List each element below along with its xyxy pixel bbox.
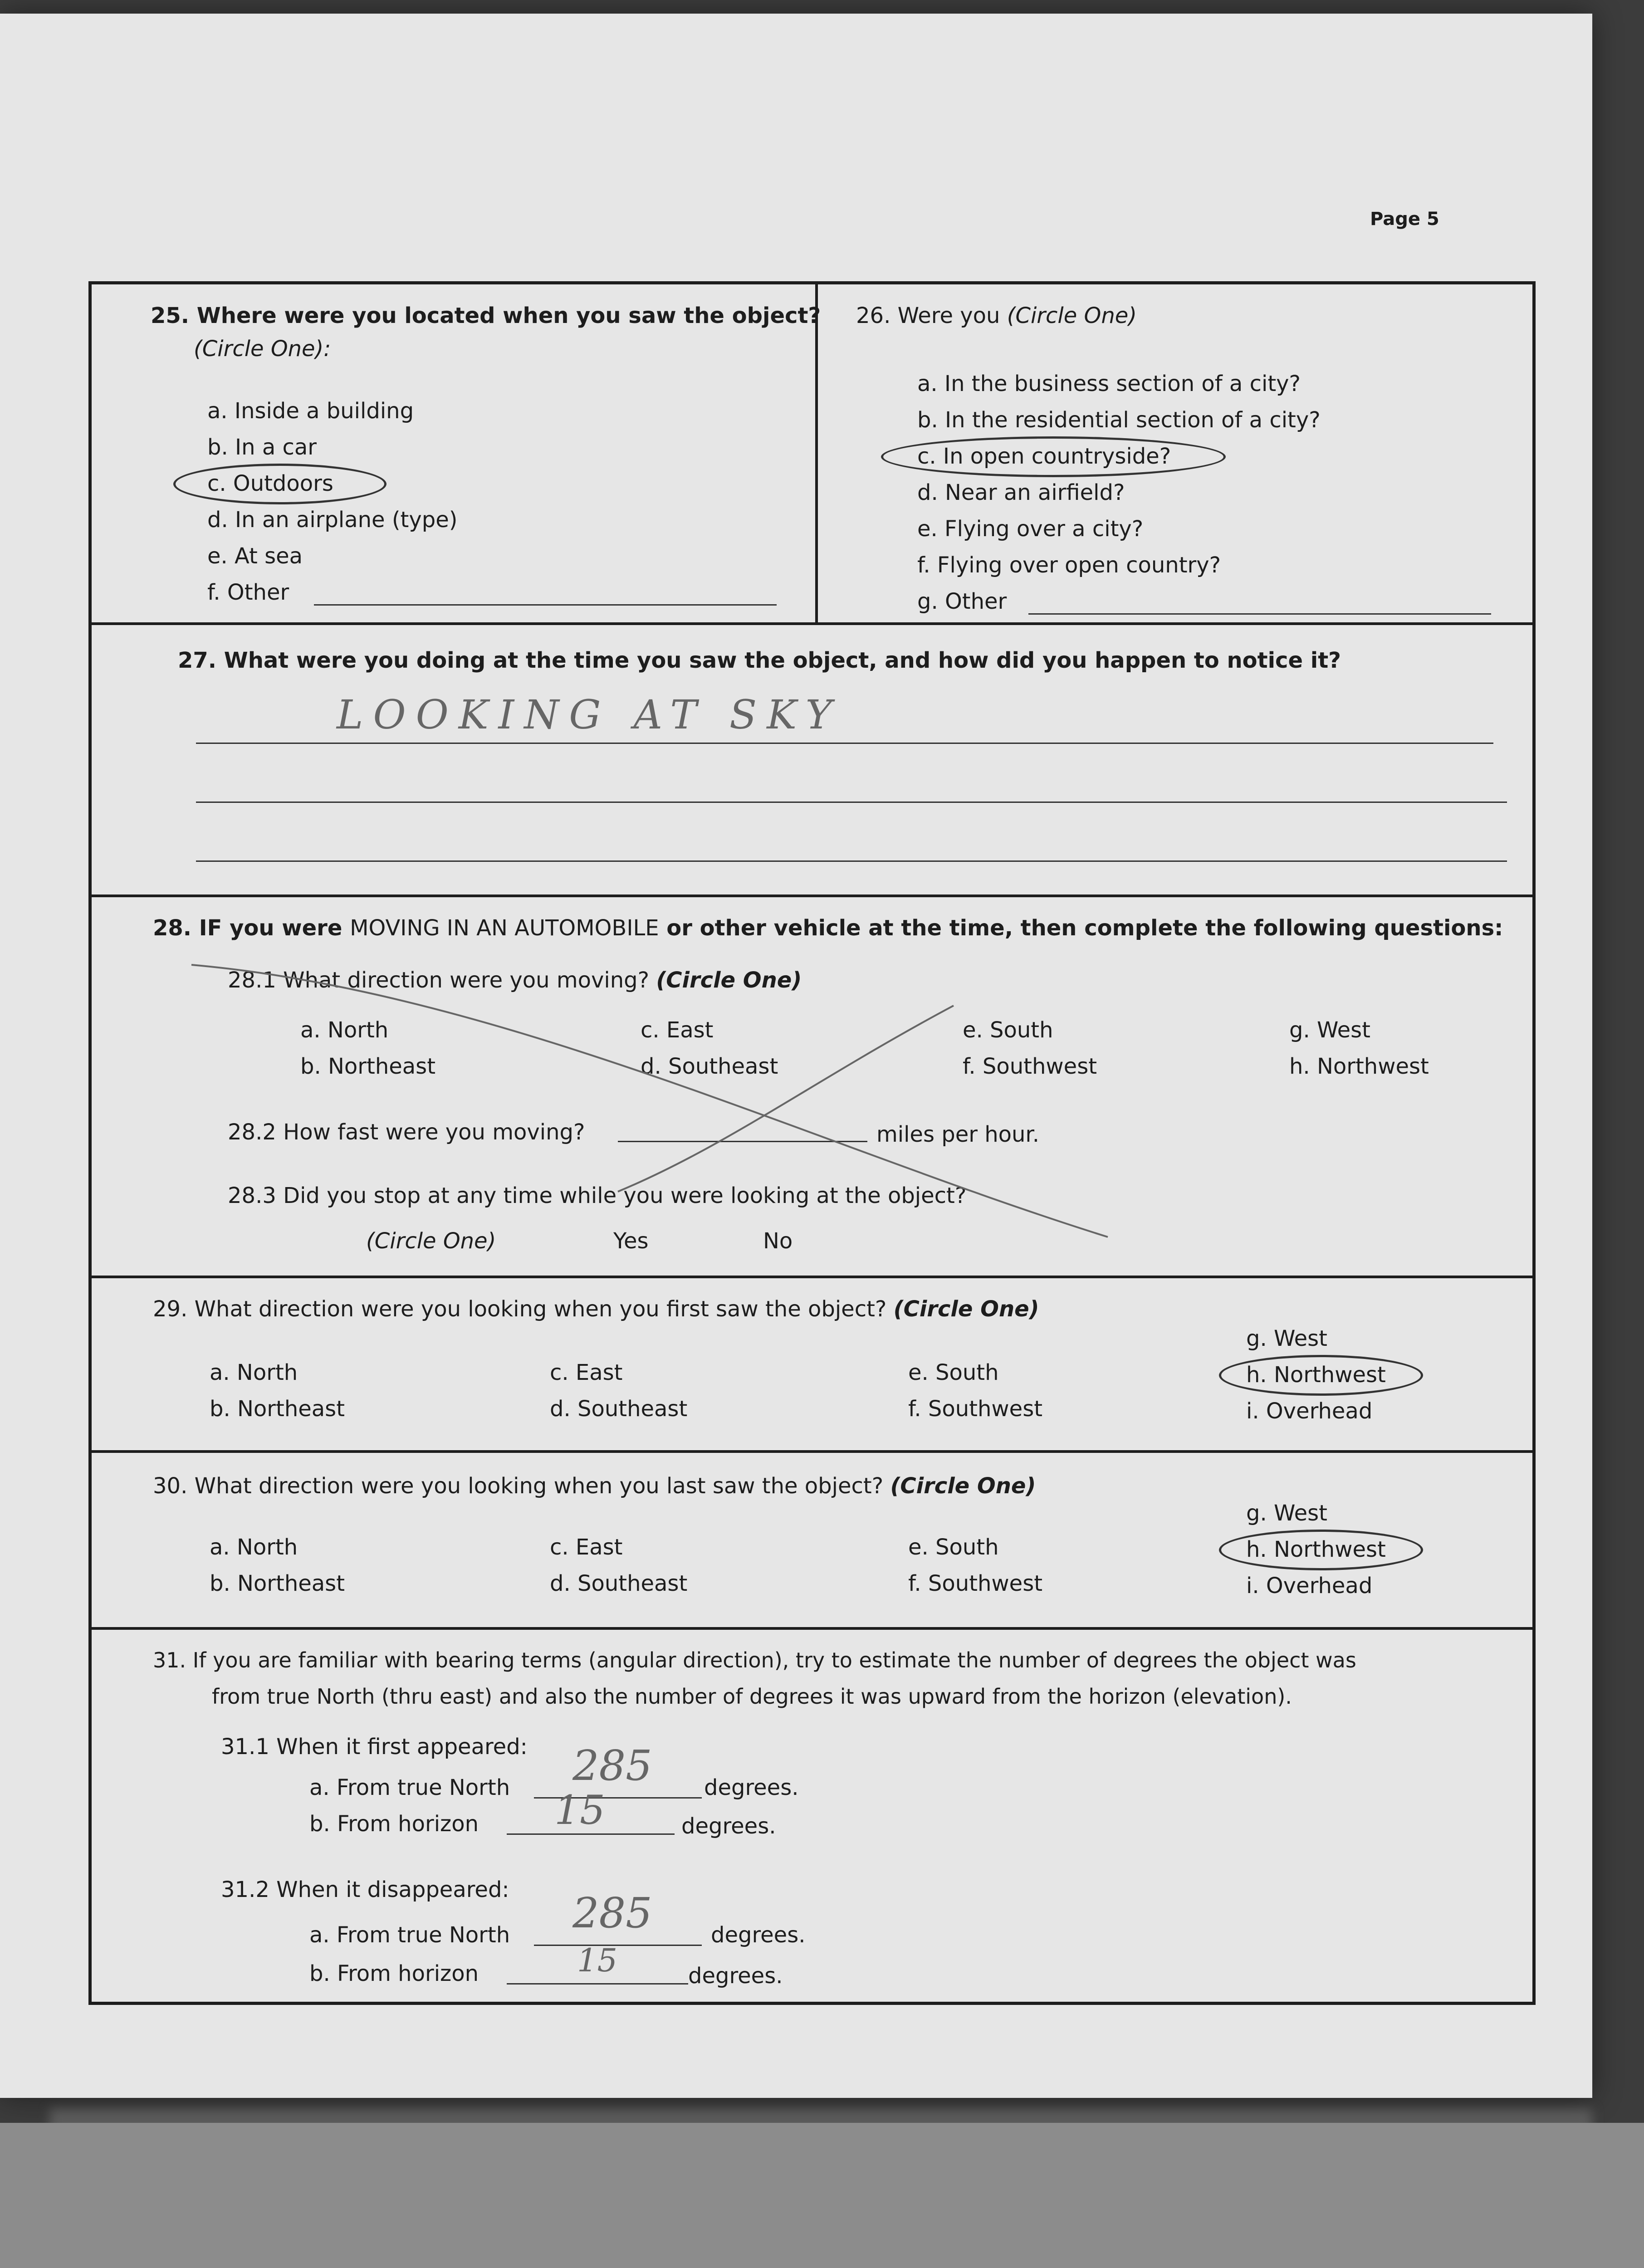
q31-1-north-label: a. From true North xyxy=(309,1775,510,1800)
q28-2-question: 28.2 How fast were you moving? xyxy=(228,1119,585,1145)
q31-1-north-unit: degrees. xyxy=(704,1775,799,1800)
q30-option-a[interactable]: a. North xyxy=(210,1535,298,1560)
q29-selected-circle xyxy=(1219,1355,1423,1396)
q28-3-instruction: (Circle One) xyxy=(366,1228,496,1254)
q31-question-line-1: 31. If you are familiar with bearing terms (angular direction), try to estimate the number of degrees the object was xyxy=(153,1648,1356,1672)
q31-2-heading: 31.2 When it disappeared: xyxy=(221,1877,509,1902)
q29-option-f[interactable]: f. Southwest xyxy=(908,1396,1043,1422)
q28-question: 28. IF you were MOVING IN AN AUTOMOBILE or other vehicle at the time, then complete the following questions: xyxy=(153,915,1503,941)
q28-3-no[interactable]: No xyxy=(763,1228,793,1254)
q30-option-c[interactable]: c. East xyxy=(550,1535,623,1560)
q28-1-question: 28.1 What direction were you moving? (Circle One) xyxy=(228,968,802,993)
q30-option-h[interactable]: h. Northwest xyxy=(1246,1537,1386,1562)
q30-option-b[interactable]: b. Northeast xyxy=(210,1571,345,1596)
q31-2-north-line[interactable] xyxy=(534,1945,702,1946)
q27-question: 27. What were you doing at the time you saw the object, and how did you happen to notice it? xyxy=(178,648,1341,673)
q31-2-horizon-unit: degrees. xyxy=(688,1963,783,1989)
q25-option-f[interactable]: f. Other xyxy=(207,580,289,605)
q28-dir-h[interactable]: h. Northwest xyxy=(1289,1054,1429,1079)
q29-option-g[interactable]: g. West xyxy=(1246,1326,1327,1351)
q29-option-i[interactable]: i. Overhead xyxy=(1246,1398,1373,1424)
page-number: Page 5 xyxy=(1370,209,1439,230)
q31-1-horizon-value: 15 xyxy=(554,1787,605,1833)
q28-3-question: 28.3 Did you stop at any time while you were looking at the object? xyxy=(228,1183,967,1208)
q25-option-a[interactable]: a. Inside a building xyxy=(207,398,414,424)
q31-1-heading: 31.1 When it first appeared: xyxy=(221,1734,528,1760)
q28-dir-c[interactable]: c. East xyxy=(641,1017,714,1043)
q31-question-line-2: from true North (thru east) and also the number of degrees it was upward from the horizon (elevation). xyxy=(212,1684,1292,1709)
q29-option-b[interactable]: b. Northeast xyxy=(210,1396,345,1422)
q28-2-unit: miles per hour. xyxy=(876,1122,1040,1147)
q25-instruction: (Circle One): xyxy=(194,336,331,362)
q26-option-d[interactable]: d. Near an airfield? xyxy=(917,480,1125,505)
q28-dir-f[interactable]: f. Southwest xyxy=(963,1054,1097,1079)
q28-dir-a[interactable]: a. North xyxy=(300,1017,389,1043)
q26-option-c[interactable]: c. In open countryside? xyxy=(917,444,1171,469)
q29-option-h[interactable]: h. Northwest xyxy=(1246,1362,1386,1388)
q31-2-horizon-value: 15 xyxy=(577,1942,618,1979)
q31-2-horizon-label: b. From horizon xyxy=(309,1961,479,1986)
q30-selected-circle xyxy=(1219,1530,1423,1570)
q28-dir-g[interactable]: g. West xyxy=(1289,1017,1370,1043)
q30-option-g[interactable]: g. West xyxy=(1246,1501,1327,1526)
q26-option-f[interactable]: f. Flying over open country? xyxy=(917,552,1221,578)
q28-dir-d[interactable]: d. Southeast xyxy=(641,1054,778,1079)
q30-option-i[interactable]: i. Overhead xyxy=(1246,1573,1373,1598)
q28-3-yes[interactable]: Yes xyxy=(613,1228,649,1254)
q28-dir-e[interactable]: e. South xyxy=(963,1017,1053,1043)
q29-option-c[interactable]: c. East xyxy=(550,1360,623,1385)
q25-question: 25. Where were you located when you saw the object? xyxy=(151,303,821,328)
background-surface xyxy=(0,2123,1644,2268)
q31-2-horizon-line[interactable] xyxy=(507,1983,688,1984)
q31-2-north-unit: degrees. xyxy=(711,1922,806,1948)
q29-question: 29. What direction were you looking when you first saw the object? (Circle One) xyxy=(153,1296,1039,1322)
q31-1-north-value: 285 xyxy=(572,1741,652,1790)
q26-question: 26. Were you (Circle One) xyxy=(856,303,1137,328)
q31-2-north-value: 285 xyxy=(572,1889,652,1937)
q26-option-a[interactable]: a. In the business section of a city? xyxy=(917,371,1301,396)
q31-1-horizon-label: b. From horizon xyxy=(309,1811,479,1837)
q25-option-b[interactable]: b. In a car xyxy=(207,435,317,460)
q29-option-a[interactable]: a. North xyxy=(210,1360,298,1385)
questionnaire-form xyxy=(88,281,1536,2005)
q29-option-e[interactable]: e. South xyxy=(908,1360,999,1385)
q28-dir-b[interactable]: b. Northeast xyxy=(300,1054,436,1079)
q31-2-north-label: a. From true North xyxy=(309,1922,510,1948)
q31-1-horizon-line[interactable] xyxy=(507,1833,675,1835)
q30-option-d[interactable]: d. Southeast xyxy=(550,1571,688,1596)
q27-handwritten-answer: LOOKING AT SKY xyxy=(337,691,842,738)
q25-option-e[interactable]: e. At sea xyxy=(207,543,303,569)
q25-option-c[interactable]: c. Outdoors xyxy=(207,471,333,496)
q30-option-f[interactable]: f. Southwest xyxy=(908,1571,1043,1596)
q30-option-e[interactable]: e. South xyxy=(908,1535,999,1560)
q25-option-d[interactable]: d. In an airplane (type) xyxy=(207,507,458,533)
q26-option-g[interactable]: g. Other xyxy=(917,589,1007,614)
q26-option-b[interactable]: b. In the residential section of a city? xyxy=(917,407,1321,433)
q31-1-horizon-unit: degrees. xyxy=(681,1813,776,1839)
q30-question: 30. What direction were you looking when you last saw the object? (Circle One) xyxy=(153,1473,1036,1499)
q29-option-d[interactable]: d. Southeast xyxy=(550,1396,688,1422)
q26-option-e[interactable]: e. Flying over a city? xyxy=(917,516,1144,542)
